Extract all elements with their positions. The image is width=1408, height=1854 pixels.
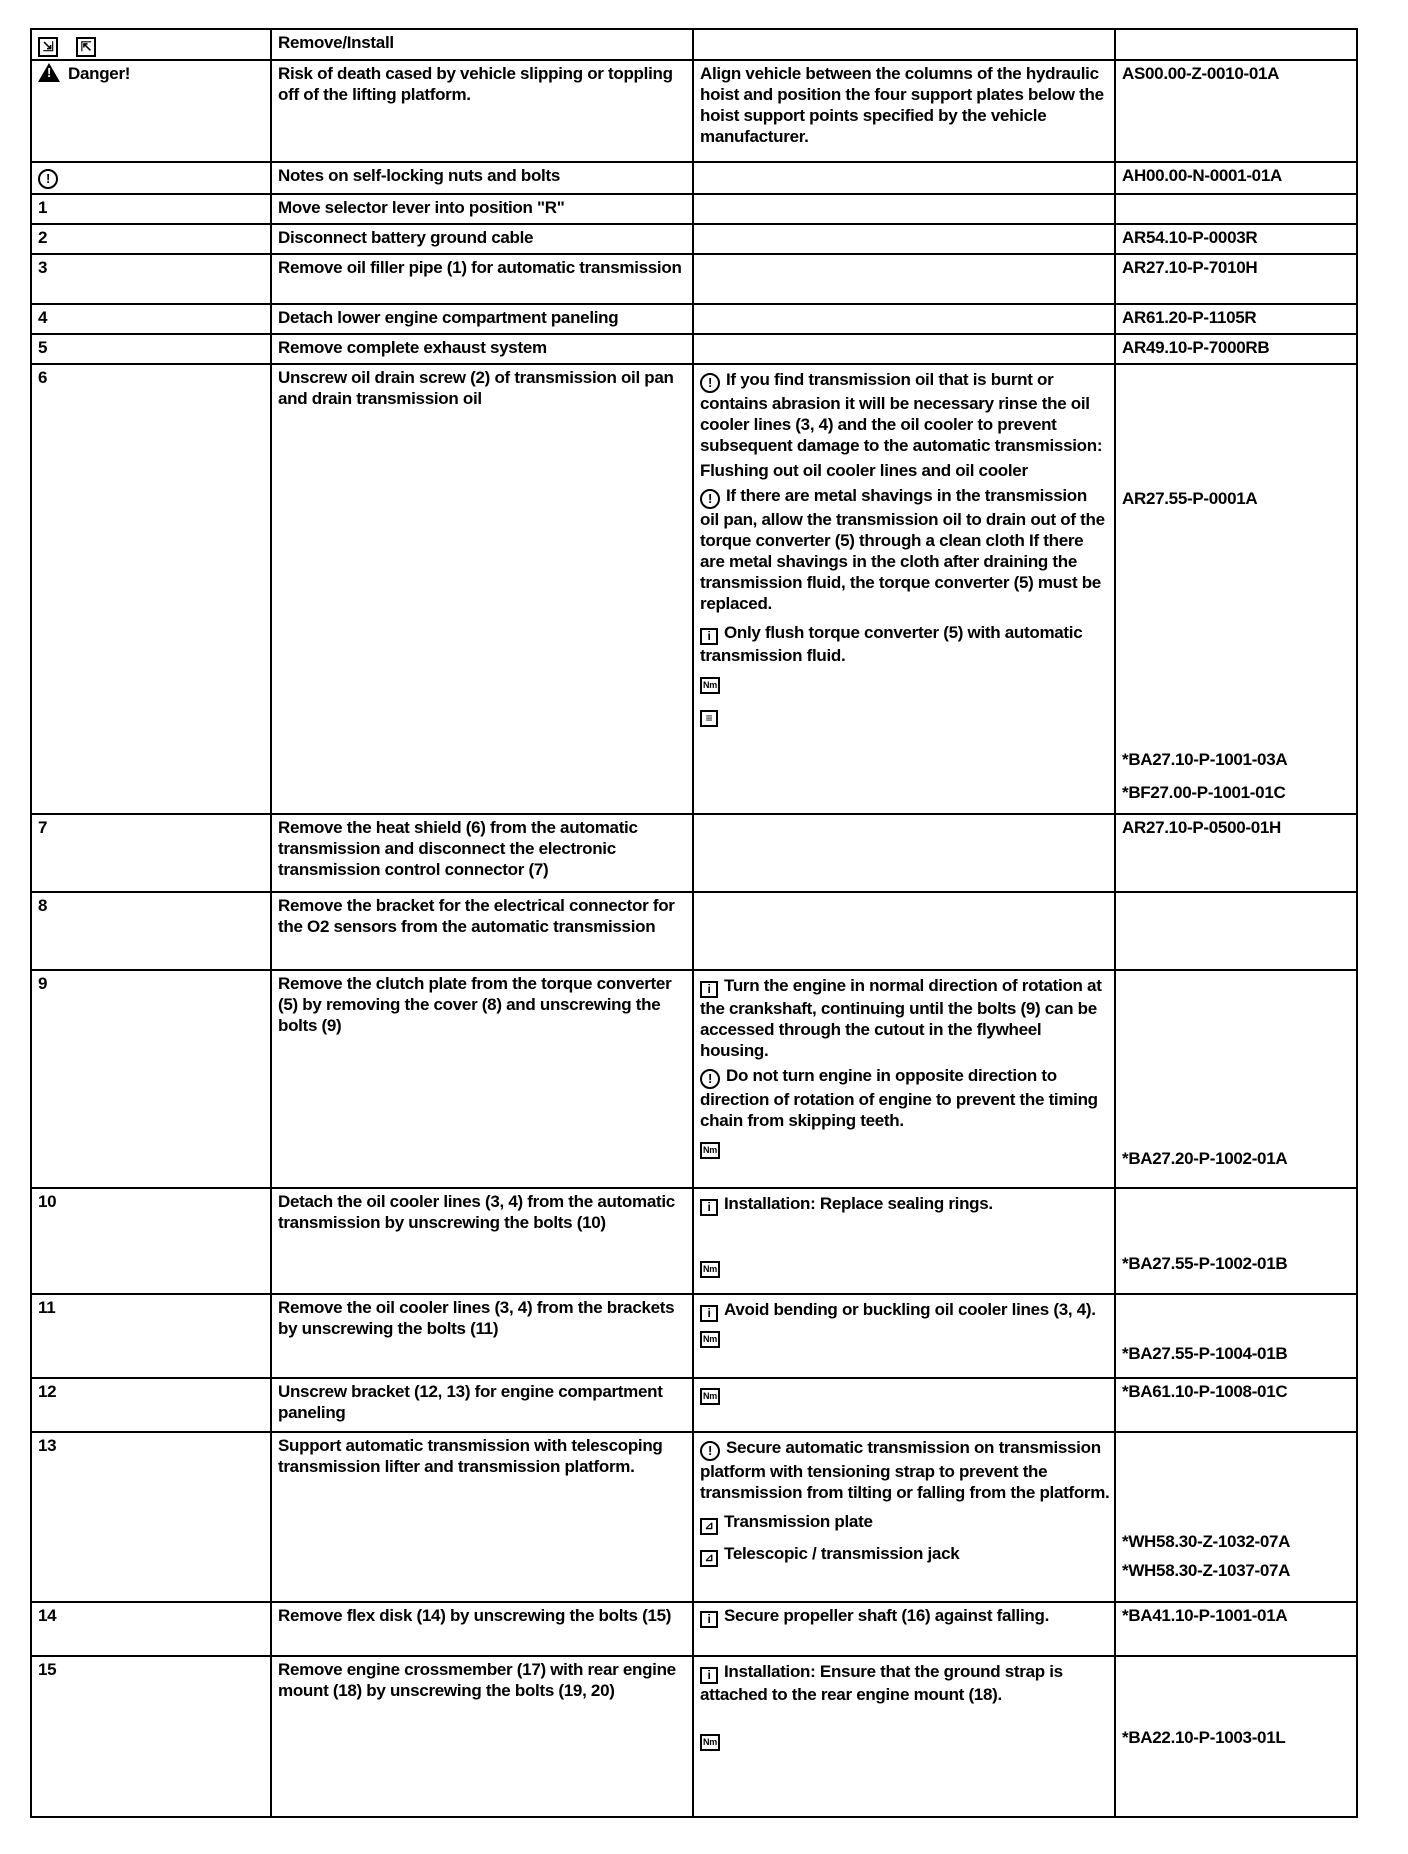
table-row: [31, 1294, 1357, 1378]
step-text: Support automatic transmission with telescoping transmission lifter and transmission platform.: [271, 1432, 693, 1602]
special-tool-icon: ⊿: [700, 1518, 718, 1535]
step-ref: AR49.10-P-7000RB: [1115, 334, 1357, 364]
table-row: [31, 254, 1357, 304]
step-text: Detach lower engine compartment paneling: [271, 304, 693, 334]
table-row: [31, 1602, 1357, 1656]
danger-triangle-icon: [38, 63, 60, 82]
note-icon: !: [700, 1069, 720, 1089]
step-number: 12: [31, 1378, 271, 1432]
danger-risk: Risk of death cased by vehicle slipping or toppling off of the lifting platform.: [271, 60, 693, 162]
step-number: 13: [31, 1432, 271, 1602]
step-number: 4: [31, 304, 271, 334]
table-row: [31, 892, 1357, 970]
step-number: 14: [31, 1602, 271, 1656]
step-text: Move selector lever into position "R": [271, 194, 693, 224]
table-row: [31, 194, 1357, 224]
step-number: 5: [31, 334, 271, 364]
note-icon: !: [700, 1441, 720, 1461]
table-row: [31, 970, 1357, 1188]
notes-row: [31, 162, 1357, 194]
step-number: 6: [31, 364, 271, 814]
step-ref: *BF27.00-P-1001-01C: [1122, 783, 1286, 802]
note-icon: !: [700, 489, 720, 509]
step-number: 7: [31, 814, 271, 892]
danger-measure: Align vehicle between the columns of the hydraulic hoist and position the four support plates below the hoist support points specified by the vehicle manufacturer.: [693, 60, 1115, 162]
tool-ref: *WH58.30-Z-1037-07A: [1122, 1561, 1291, 1580]
step-note: Do not turn engine in opposite direction to direction of rotation of engine to prevent the timing chain from skipping teeth.: [700, 1066, 1098, 1130]
step-text: Disconnect battery ground cable: [271, 224, 693, 254]
torque-nm-icon: Nm: [700, 1331, 720, 1348]
step-ref: AR27.10-P-7010H: [1115, 254, 1357, 304]
step-text: Remove the bracket for the electrical connector for the O2 sensors from the automatic transmission: [271, 892, 693, 970]
step-number: 3: [31, 254, 271, 304]
step-number: 8: [31, 892, 271, 970]
table-row: [31, 364, 1357, 814]
table-row: [31, 334, 1357, 364]
special-tool-icon: ⊿: [700, 1550, 718, 1567]
torque-nm-icon: Nm: [700, 1261, 720, 1278]
step-text: Remove the clutch plate from the torque converter (5) by removing the cover (8) and unscrewing the bolts (9): [271, 970, 693, 1188]
data-sheet-icon: ≡: [700, 710, 718, 727]
table-row: [31, 1188, 1357, 1294]
step-text: Remove complete exhaust system: [271, 334, 693, 364]
step-number: 11: [31, 1294, 271, 1378]
header-icons-cell: [31, 29, 271, 60]
step-number: 2: [31, 224, 271, 254]
step-number: 15: [31, 1656, 271, 1817]
step-text: Remove flex disk (14) by unscrewing the bolts (15): [271, 1602, 693, 1656]
step-note: If there are metal shavings in the transmission oil pan, allow the transmission oil to drain out of the torque converter (5) through a clean cloth If there are metal shavings in the cloth after draining the transmission fluid, the torque converter (5) must be replaced.: [700, 486, 1105, 613]
step-number: 9: [31, 970, 271, 1188]
step-info: Turn the engine in normal direction of rotation at the crankshaft, continuing until the bolts (9) can be accessed through the cutout in the flywheel housing.: [700, 976, 1102, 1060]
info-icon: i: [700, 1611, 718, 1628]
remove-icon: ⇲: [38, 37, 58, 57]
info-icon: i: [700, 628, 718, 645]
tool-ref: *WH58.30-Z-1032-07A: [1122, 1532, 1291, 1551]
tool-name: Transmission plate: [724, 1512, 873, 1531]
step-number: 10: [31, 1188, 271, 1294]
tool-name: Telescopic / transmission jack: [724, 1544, 960, 1563]
danger-ref: AS00.00-Z-0010-01A: [1115, 60, 1357, 162]
info-icon: i: [700, 1305, 718, 1322]
step-note: Secure automatic transmission on transmission platform with tensioning strap to prevent the transmission from tilting or falling from the platform.: [700, 1438, 1110, 1502]
header-title: Remove/Install: [271, 29, 693, 60]
procedure-table: [30, 28, 1358, 1818]
table-row: [31, 1378, 1357, 1432]
torque-nm-icon: Nm: [700, 1388, 720, 1405]
table-row: [31, 304, 1357, 334]
table-row: [31, 224, 1357, 254]
note-icon: !: [38, 169, 58, 189]
note-icon: !: [700, 373, 720, 393]
step-info: Installation: Replace sealing rings.: [724, 1194, 993, 1213]
notes-text: Notes on self-locking nuts and bolts: [271, 162, 693, 194]
torque-nm-icon: Nm: [700, 1734, 720, 1751]
step-ref: *BA41.10-P-1001-01A: [1115, 1602, 1357, 1656]
step-text: Unscrew bracket (12, 13) for engine compartment paneling: [271, 1378, 693, 1432]
step-text: Remove oil filler pipe (1) for automatic transmission: [271, 254, 693, 304]
step-text: Remove the heat shield (6) from the automatic transmission and disconnect the electronic transmission control connector (7): [271, 814, 693, 892]
notes-ref: AH00.00-N-0001-01A: [1115, 162, 1357, 194]
step-info: Installation: Ensure that the ground strap is attached to the rear engine mount (18).: [700, 1662, 1063, 1704]
install-icon: ⇱: [76, 37, 96, 57]
step-info: Avoid bending or buckling oil cooler lines (3, 4).: [724, 1300, 1096, 1319]
step-info: Secure propeller shaft (16) against falling.: [724, 1606, 1049, 1625]
table-row: [31, 814, 1357, 892]
step-ref: *BA27.55-P-1004-01B: [1122, 1344, 1288, 1363]
step-ref: *BA27.55-P-1002-01B: [1122, 1254, 1288, 1273]
info-icon: i: [700, 1199, 718, 1216]
torque-nm-icon: Nm: [700, 1142, 720, 1159]
info-icon: i: [700, 1667, 718, 1684]
step-text: Remove the oil cooler lines (3, 4) from the brackets by unscrewing the bolts (11): [271, 1294, 693, 1378]
torque-nm-icon: Nm: [700, 677, 720, 694]
step-ref: *BA27.10-P-1001-03A: [1122, 750, 1288, 769]
step-ref: *BA61.10-P-1008-01C: [1115, 1378, 1357, 1432]
step-note: If you find transmission oil that is burnt or contains abrasion it will be necessary rinse the oil cooler lines (3, 4) and the oil cooler to prevent subsequent damage to the automatic transmission:: [700, 370, 1103, 455]
step-ref: AR61.20-P-1105R: [1115, 304, 1357, 334]
table-row: [31, 1656, 1357, 1817]
step-number: 1: [31, 194, 271, 224]
step-text: Remove engine crossmember (17) with rear engine mount (18) by unscrewing the bolts (19, 20): [271, 1656, 693, 1817]
info-icon: i: [700, 981, 718, 998]
danger-label: Danger!: [68, 64, 131, 83]
step-text: Unscrew oil drain screw (2) of transmission oil pan and drain transmission oil: [271, 364, 693, 814]
step-ref: [1115, 194, 1357, 224]
step-ref: AR27.55-P-0001A: [1122, 489, 1258, 508]
step-ref: AR54.10-P-0003R: [1115, 224, 1357, 254]
step-ref: *BA27.20-P-1002-01A: [1122, 1149, 1288, 1168]
step-info: Only flush torque converter (5) with automatic transmission fluid.: [700, 623, 1083, 665]
table-row: [31, 1432, 1357, 1602]
danger-row: [31, 60, 1357, 162]
header-row: [31, 29, 1357, 60]
step-text: Detach the oil cooler lines (3, 4) from the automatic transmission by unscrewing the bolts (10): [271, 1188, 693, 1294]
step-ref: *BA22.10-P-1003-01L: [1122, 1728, 1286, 1747]
step-ref: AR27.10-P-0500-01H: [1115, 814, 1357, 892]
step-flush-text: Flushing out oil cooler lines and oil cooler: [700, 461, 1028, 480]
step-ref: [1115, 892, 1357, 970]
